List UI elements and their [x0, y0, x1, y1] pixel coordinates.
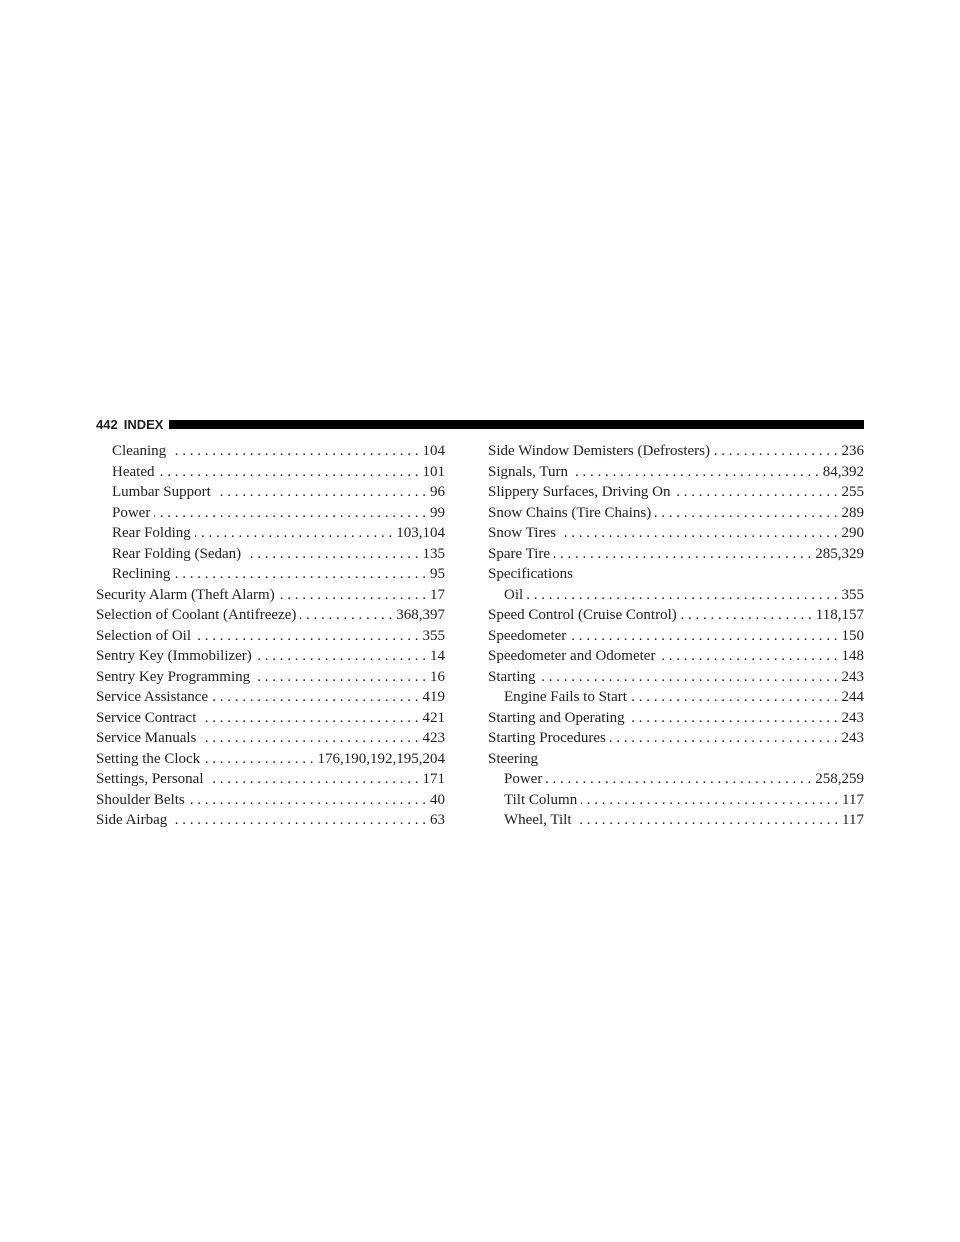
index-entry-label: Starting [488, 668, 536, 685]
index-entry-label: Starting and Operating [488, 709, 625, 726]
index-entry-label: Service Contract [96, 709, 197, 726]
index-entry-page: 243 [841, 668, 864, 685]
index-entry-label: Signals, Turn [488, 463, 569, 480]
index-entry [488, 503, 864, 524]
index-entry [96, 626, 445, 647]
index-entry-label: Security Alarm (Theft Alarm) [96, 586, 275, 603]
index-entry [96, 544, 445, 565]
index-entry-page: 99 [430, 504, 445, 521]
index-entry-label: Selection of Oil [96, 627, 191, 644]
dot-leader [170, 441, 418, 462]
dot-leader [674, 482, 837, 503]
index-entry-label: Rear Folding (Sedan) [112, 545, 242, 562]
index-entry-label: Reclining [112, 566, 171, 582]
index-entry [96, 482, 445, 503]
index-entry-page: 289 [841, 504, 864, 521]
index-entry-page: 150 [841, 627, 864, 644]
dot-leader [629, 708, 838, 729]
index-entry-page: 40 [430, 791, 445, 808]
index-entry-label: Power [504, 771, 543, 787]
index-entry-page: 171 [422, 771, 445, 787]
index-entry-page: 84,392 [822, 463, 864, 480]
dot-leader [560, 523, 838, 544]
dot-leader [714, 441, 838, 462]
dot-leader [245, 544, 418, 565]
index-entry-label: Lumbar Support [112, 484, 211, 500]
dot-leader [576, 810, 839, 831]
index-entry [488, 544, 864, 565]
index-entry [488, 749, 864, 770]
index-entry-label: Snow Tires [488, 525, 556, 541]
index-entry-page: 423 [422, 730, 445, 746]
index-entry-page: 63 [430, 812, 445, 828]
dot-leader [655, 503, 837, 524]
index-entry [488, 605, 864, 626]
index-entry-label: Wheel, Tilt [504, 812, 572, 828]
index-entry-label: Shoulder Belts [96, 791, 185, 808]
index-entry [488, 441, 864, 462]
index-entry-page: 14 [430, 648, 445, 664]
section-title: INDEX [123, 416, 164, 432]
index-entry [96, 462, 445, 483]
index-entry [96, 646, 445, 667]
index-entry-page: 17 [430, 586, 445, 603]
index-entry-label: Service Manuals [96, 730, 197, 746]
index-entry [488, 769, 864, 790]
dot-leader [610, 728, 838, 749]
page-header [96, 414, 864, 434]
index-entry [96, 790, 445, 811]
index-entry [488, 667, 864, 688]
header-rule [169, 420, 864, 429]
dot-leader [554, 544, 811, 565]
index-entry [96, 605, 445, 626]
index-column-left [96, 441, 445, 831]
index-entry [96, 441, 445, 462]
index-entry-label: Sentry Key Programming [96, 668, 251, 685]
index-entry [96, 749, 445, 770]
index-entry-page: 148 [841, 648, 864, 664]
index-entry [488, 462, 864, 483]
index-entry [96, 503, 445, 524]
dot-leader [581, 790, 838, 811]
index-entry-page: 104 [422, 443, 445, 459]
dot-leader [195, 626, 419, 647]
index-entry-label: Engine Fails to Start [504, 689, 627, 705]
dot-leader [570, 626, 837, 647]
dot-leader [174, 564, 426, 585]
dot-leader [279, 585, 426, 606]
dot-leader [631, 687, 838, 708]
index-entry [488, 810, 864, 831]
index-entry-label: Oil [504, 586, 524, 603]
index-entry-label: Speedometer [488, 627, 567, 644]
index-entry-label: Sentry Key (Immobilizer) [96, 648, 252, 664]
dot-leader [300, 605, 392, 626]
dot-leader [254, 667, 426, 688]
dot-leader [171, 810, 426, 831]
index-entry-page: 255 [841, 484, 864, 500]
dot-leader [154, 503, 426, 524]
index-entry-page: 117 [842, 791, 864, 808]
dot-leader [158, 462, 418, 483]
index-entry [488, 585, 864, 606]
index-entry-page: 117 [842, 812, 864, 828]
index-entry [488, 646, 864, 667]
index-entry-page: 355 [841, 586, 864, 603]
index-entry-page: 176,190,192,195,204 [317, 750, 445, 767]
dot-leader [200, 728, 418, 749]
index-entry-label: Side Airbag [96, 812, 168, 828]
index-entry-page: 419 [422, 689, 445, 705]
index-entry-page: 421 [422, 709, 445, 726]
index-entry-label: Steering [488, 750, 538, 767]
index-entry-page: 243 [841, 730, 864, 746]
index-entry-label: Slippery Surfaces, Driving On [488, 484, 671, 500]
index-entry-page: 95 [430, 566, 445, 582]
dot-leader [659, 646, 837, 667]
index-entry [96, 769, 445, 790]
dot-leader [572, 462, 819, 483]
index-entry-label: Rear Folding [112, 525, 191, 541]
dot-leader [189, 790, 426, 811]
index-entry-page: 96 [430, 484, 445, 500]
index-entry [96, 564, 445, 585]
index-entry-label: Speed Control (Cruise Control) [488, 607, 677, 623]
dot-leader [215, 482, 426, 503]
index-entry-label: Speedometer and Odometer [488, 648, 656, 664]
index-entry-page: 118,157 [815, 607, 864, 623]
index-entry [96, 687, 445, 708]
index-entry [488, 708, 864, 729]
index-entry [96, 810, 445, 831]
index-entry-label: Starting Procedures [488, 730, 606, 746]
dot-leader [212, 687, 418, 708]
index-entry-label: Heated [112, 463, 155, 480]
index-entry [96, 728, 445, 749]
index-entry-page: 368,397 [396, 607, 445, 623]
index-entry-page: 258,259 [815, 771, 864, 787]
index-entry [488, 626, 864, 647]
dot-leader [540, 667, 838, 688]
dot-leader [208, 769, 419, 790]
index-entry-label: Cleaning [112, 443, 167, 459]
index-entry-label: Spare Tire [488, 545, 551, 562]
index-entry-page: 243 [841, 709, 864, 726]
index-entry-label: Selection of Coolant (Antifreeze) [96, 607, 297, 623]
index-entry-page: 244 [841, 689, 864, 705]
index-entry [488, 790, 864, 811]
dot-leader [527, 585, 837, 606]
index-entry-page: 16 [430, 668, 445, 685]
index-entry [96, 585, 445, 606]
dot-leader [200, 708, 418, 729]
index-entry-label: Service Assistance [96, 689, 209, 705]
index-entry [488, 523, 864, 544]
index-entry-page: 290 [841, 525, 864, 541]
dot-leader [546, 769, 811, 790]
index-entry-label: Settings, Personal [96, 771, 204, 787]
index-entry-page: 355 [422, 627, 445, 644]
index-column-right [488, 441, 864, 831]
index-entry [96, 667, 445, 688]
index-entry-page: 236 [841, 443, 864, 459]
index-entry-page: 135 [422, 545, 445, 562]
index-entry [488, 728, 864, 749]
index-entry-label: Power [112, 504, 151, 521]
dot-leader [195, 523, 393, 544]
index-entry-page: 101 [422, 463, 445, 480]
dot-leader [204, 749, 313, 770]
index-entry-label: Tilt Column [504, 791, 578, 808]
index-entry-page: 103,104 [396, 525, 445, 541]
index-entry [96, 708, 445, 729]
index-entry-page: 285,329 [815, 545, 864, 562]
index-entry [96, 523, 445, 544]
index-entry [488, 482, 864, 503]
page-number: 442 [96, 416, 118, 432]
dot-leader [256, 646, 426, 667]
dot-leader [681, 605, 812, 626]
index-entry-label: Snow Chains (Tire Chains) [488, 504, 652, 521]
index-entry [488, 687, 864, 708]
index-entry-label: Specifications [488, 566, 573, 582]
index-entry-label: Setting the Clock [96, 750, 201, 767]
index-entry [488, 564, 864, 585]
index-entry-label: Side Window Demisters (Defrosters) [488, 443, 710, 459]
